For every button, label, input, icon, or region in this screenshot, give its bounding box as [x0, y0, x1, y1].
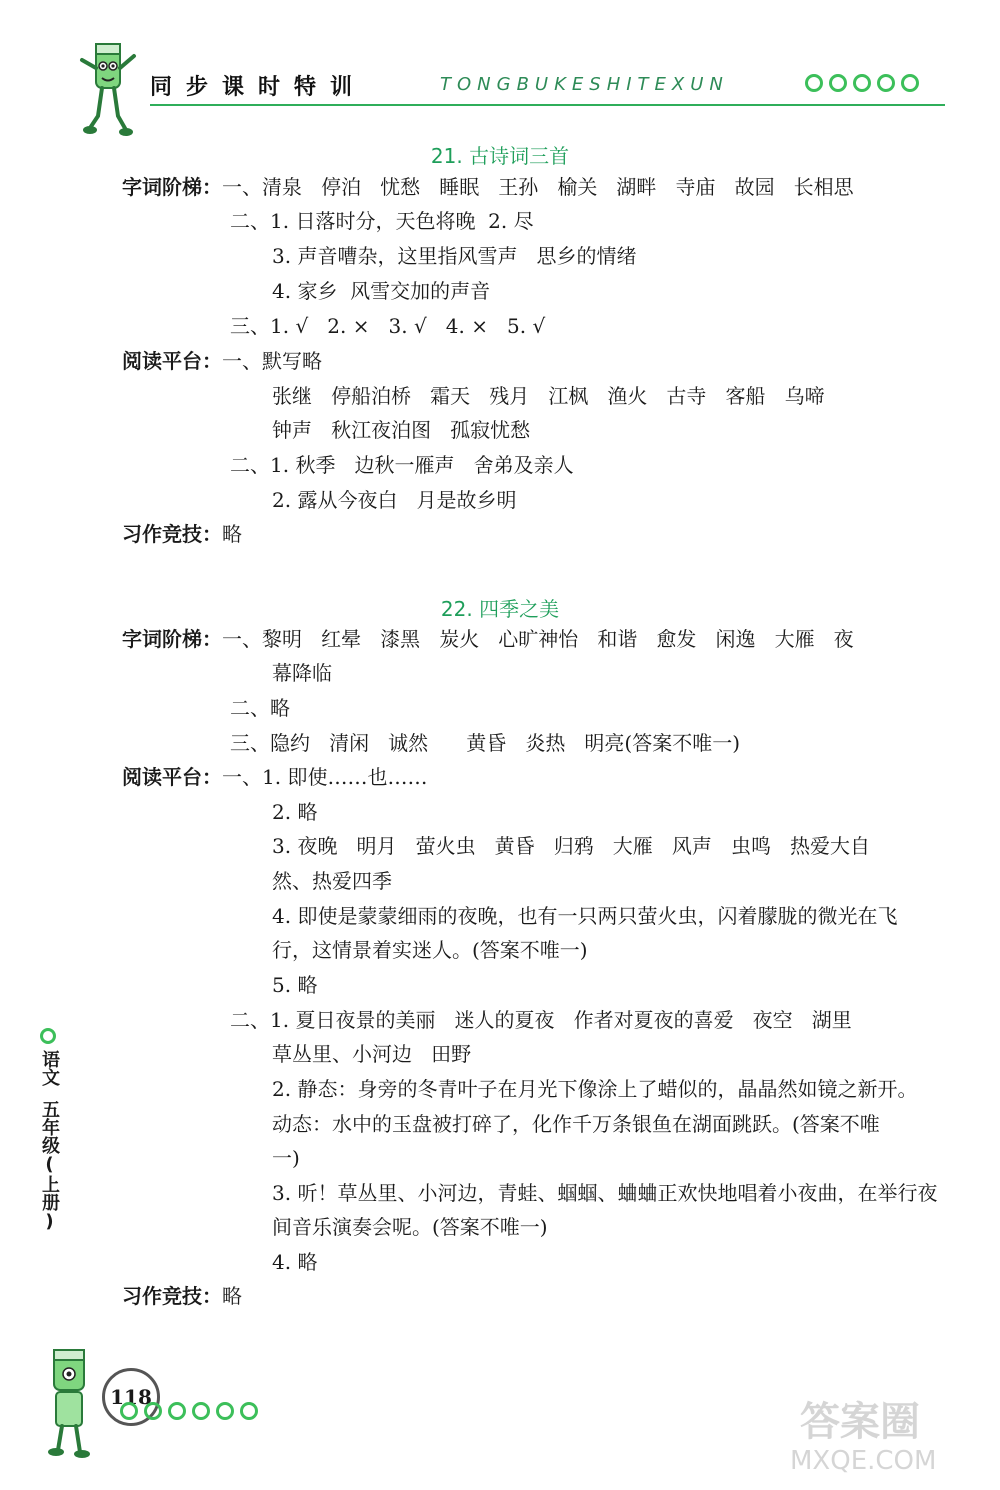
answer-text: 略	[222, 1284, 242, 1308]
answer-line: 4. 家乡 风雪交加的声音	[272, 279, 491, 303]
answer-line: 草丛里、小河边 田野	[272, 1042, 472, 1066]
answer-line: 然、热爱四季	[272, 869, 392, 893]
header-ring-decoration	[805, 74, 919, 92]
answer-text: 一、黎明 红晕 漆黑 炭火 心旷神怡 和谐 愈发 闲逸 大雁 夜	[222, 627, 854, 651]
answer-line: 4. 略	[272, 1250, 318, 1274]
answer-line	[122, 1282, 242, 1310]
book-title-pinyin: TONGBUKESHITEXUN	[440, 74, 729, 95]
answer-line: 行，这情景着实迷人。(答案不唯一)	[272, 938, 588, 962]
watermark	[760, 1390, 990, 1485]
answer-line: 三、1. √ 2. × 3. √ 4. × 5. √	[230, 314, 546, 338]
answer-line	[122, 763, 427, 791]
ring-icon	[240, 1402, 258, 1420]
ring-icon	[144, 1402, 162, 1420]
header-divider	[150, 104, 945, 106]
answer-line: 间音乐演奏会呢。(答案不唯一)	[272, 1215, 548, 1239]
answer-text: 一、默写略	[222, 349, 322, 373]
ring-icon	[168, 1402, 186, 1420]
side-label	[32, 1028, 64, 1232]
answer-label: 字词阶梯：	[122, 627, 222, 651]
answer-line: 一)	[272, 1146, 300, 1170]
ring-icon	[877, 74, 895, 92]
answer-line: 5. 略	[272, 973, 318, 997]
answer-line: 4. 即使是蒙蒙细雨的夜晚，也有一只两只萤火虫，闪着朦胧的微光在飞	[272, 904, 898, 928]
section-title: 21. 古诗词三首	[430, 144, 570, 168]
ring-icon	[192, 1402, 210, 1420]
subject-label: 语文	[39, 1050, 60, 1086]
answer-label: 习作竞技：	[122, 1284, 222, 1308]
answer-line: 钟声 秋江夜泊图 孤寂忧愁	[272, 418, 531, 442]
answer-line	[122, 625, 854, 653]
answer-line: 二、1. 秋季 边秋一雁声 舍弟及亲人	[230, 453, 574, 477]
pencil-mascot-icon	[78, 38, 138, 138]
ring-icon	[853, 74, 871, 92]
answer-text: 一、清泉 停泊 忧愁 睡眠 王孙 榆关 湖畔 寺庙 故园 长相思	[222, 175, 854, 199]
answer-line: 3. 听！草丛里、小河边，青蛙、蝈蝈、蛐蛐正欢快地唱着小夜曲，在举行夜	[272, 1181, 938, 1205]
ring-icon	[40, 1028, 56, 1044]
ring-icon	[120, 1402, 138, 1420]
watermark-url: MXQE.COM	[790, 1446, 937, 1476]
footer-ring-decoration	[120, 1402, 258, 1420]
answer-label: 字词阶梯：	[122, 175, 222, 199]
answer-line: 三、隐约 清闲 诚然 黄昏 炎热 明亮(答案不唯一)	[230, 731, 741, 755]
answer-line	[122, 520, 242, 548]
answer-line: 2. 略	[272, 800, 318, 824]
ring-icon	[901, 74, 919, 92]
answer-line: 2. 静态：身旁的冬青叶子在月光下像涂上了蜡似的，晶晶然如镜之新开。	[272, 1077, 918, 1101]
page-header	[0, 30, 1000, 130]
answer-line	[122, 173, 854, 201]
answer-line	[122, 347, 322, 375]
answer-line: 2. 露从今夜白 月是故乡明	[272, 488, 517, 512]
watermark-text: 答案圈	[800, 1399, 920, 1445]
answer-line: 3. 声音嘈杂，这里指风雪声 思乡的情绪	[272, 244, 637, 268]
answer-line: 动态：水中的玉盘被打碎了，化作千万条银鱼在湖面跳跃。(答案不唯	[272, 1112, 880, 1136]
page-footer	[40, 1340, 300, 1460]
page-number: 118	[102, 1368, 160, 1426]
answer-line: 幕降临	[272, 661, 332, 685]
grade-label: 五年级(上册)	[39, 1100, 60, 1232]
answer-line: 二、略	[230, 696, 290, 720]
answer-label: 阅读平台：	[122, 349, 222, 373]
book-title: 同步课时特训	[150, 75, 367, 100]
answer-line: 3. 夜晚 明月 萤火虫 黄昏 归鸦 大雁 风声 虫鸣 热爱大自	[272, 834, 871, 858]
answer-label: 阅读平台：	[122, 765, 222, 789]
ring-icon	[805, 74, 823, 92]
answer-line: 张继 停船泊桥 霜天 残月 江枫 渔火 古寺 客船 乌啼	[272, 384, 825, 408]
answer-line: 二、1. 日落时分，天色将晚 2. 尽	[230, 209, 534, 233]
answer-text: 一、1. 即使……也……	[222, 765, 428, 789]
answer-label: 习作竞技：	[122, 522, 222, 546]
ring-icon	[829, 74, 847, 92]
ring-icon	[216, 1402, 234, 1420]
answer-text: 略	[222, 522, 242, 546]
section-title: 22. 四季之美	[440, 597, 560, 621]
answer-line: 二、1. 夏日夜景的美丽 迷人的夏夜 作者对夏夜的喜爱 夜空 湖里	[230, 1008, 852, 1032]
